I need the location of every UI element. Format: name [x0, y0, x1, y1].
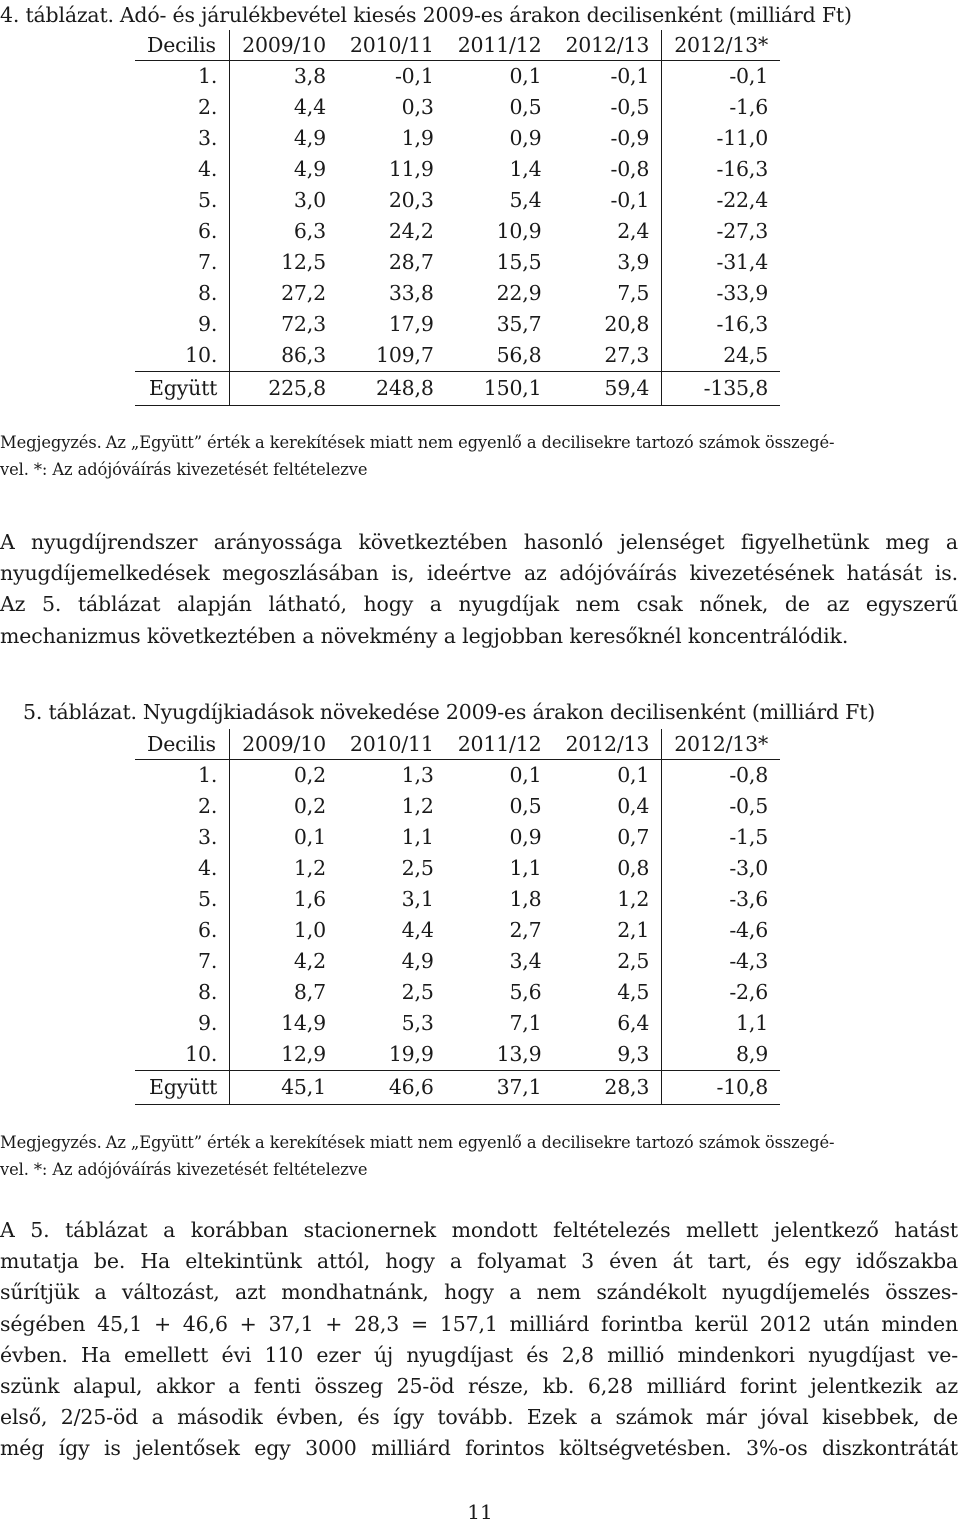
table4-cell: 4. [135, 154, 230, 185]
table4-cell: -0,1 [553, 185, 661, 216]
table4-cell: -33,9 [716, 281, 769, 305]
table5-cell: 6,4 [553, 1008, 661, 1039]
table4-cell: 3. [135, 123, 230, 154]
table5-header-cell: 2011/12 [446, 729, 554, 760]
table4-cell: -16,3 [716, 312, 769, 336]
table4-cell: 86,3 [281, 343, 326, 367]
table5-cell: 1,0 [293, 918, 326, 942]
table5-row [135, 1008, 780, 1039]
table5-cell: -4,3 [729, 949, 769, 973]
paragraph-line: mutatja be. Ha eltekintünk attól, hogy a folyamat 3 éven át tart, és egy időszakba [0, 1249, 958, 1274]
table4-cell: 5,4 [509, 188, 542, 212]
table5-total-cell: 46,6 [338, 1071, 446, 1105]
table4-cell: 15,5 [496, 250, 542, 274]
table5-total-cell: 45,1 [230, 1071, 338, 1105]
table5-cell: 7. [135, 946, 230, 977]
table4-cell: 6. [135, 216, 230, 247]
paragraph-line: még így is jelentősek egy 3000 milliárd forintos költségvetésben. 3%-os diszkontrátát [0, 1436, 958, 1461]
table5-cell: 4,5 [553, 977, 661, 1008]
table4-cell: 3,0 [293, 188, 326, 212]
table4-note [0, 429, 960, 483]
table4-cell: 3,9 [553, 247, 661, 278]
table5 [135, 729, 780, 1105]
table4-row [135, 92, 780, 123]
table5-row [135, 853, 780, 884]
table4-cell: 7,5 [553, 278, 661, 309]
table4-cell: 0,5 [509, 95, 542, 119]
table4-header-cell: 2012/13 [553, 30, 661, 61]
table4-cell: 11,9 [388, 157, 434, 181]
table5-cell: 12,9 [281, 1042, 326, 1066]
table4-header-cell: 2010/11 [338, 30, 446, 61]
table4-cell: 27,3 [553, 340, 661, 372]
table4-cell: 27,2 [281, 281, 326, 305]
table4-cell: 10,9 [496, 219, 542, 243]
table5-cell: -4,6 [729, 918, 769, 942]
table4-cell: -0,5 [553, 92, 661, 123]
table4-row [135, 216, 780, 247]
table5-cell: 2,5 [401, 856, 434, 880]
table4-header-cell: 2009/10 [230, 30, 338, 61]
table4-cell: 2,4 [553, 216, 661, 247]
table5-note-label: Megjegyzés. [0, 1133, 102, 1152]
table5-cell: 0,8 [553, 853, 661, 884]
table5-note-text-2: vel. *: Az adójóváírás kivezetését feltételezve [0, 1160, 368, 1179]
table5-cell: 0,5 [509, 794, 542, 818]
paragraph-line: mechanizmus következtében a növekmény a legjobban keresőknél koncentrálódik. [0, 623, 849, 648]
table5-cell: -2,6 [729, 980, 769, 1004]
table4-header-cell: 2011/12 [446, 30, 554, 61]
table5-cell: 10. [135, 1039, 230, 1071]
table4-row [135, 309, 780, 340]
table4-header-row [135, 30, 780, 61]
table5-note [0, 1129, 960, 1183]
table5-cell: 14,9 [281, 1011, 326, 1035]
table4-header-cell: 2012/13* [662, 30, 780, 61]
table4-note-label: Megjegyzés. [0, 433, 102, 452]
table5-cell: 1,6 [293, 887, 326, 911]
table4-cell: 1,9 [401, 126, 434, 150]
table4-cell: 0,9 [509, 126, 542, 150]
table5-cell: -3,6 [729, 887, 769, 911]
table4-caption [0, 0, 852, 30]
table5-cell: 0,9 [509, 825, 542, 849]
table4-cell: 24,5 [723, 343, 769, 367]
table5-row [135, 977, 780, 1008]
table5-title: Nyugdíjkiadások növekedése 2009-es árakon decilisenként (milliárd Ft) [142, 700, 876, 724]
table4-cell: 0,1 [509, 64, 542, 88]
table4-cell: 56,8 [496, 343, 542, 367]
table5-cell: 13,9 [496, 1042, 542, 1066]
table5-cell: 3,1 [401, 887, 434, 911]
paragraph-line: ségében 45,1 + 46,6 + 37,1 + 28,3 = 157,1 milliárd forintba kerül 2012 után minden [0, 1311, 958, 1336]
table4-cell: 24,2 [388, 219, 434, 243]
table5-cell: -3,0 [729, 856, 769, 880]
paragraph-line: évben. Ha emellett évi 110 ezer új nyugdíjast és 2,8 millió mindenkori nyugdíjast ve- [0, 1342, 958, 1367]
table5-cell: 1. [135, 760, 230, 792]
table5-cell: 5,3 [401, 1011, 434, 1035]
table4-cell: 22,9 [496, 281, 542, 305]
paragraph-1 [0, 527, 958, 652]
table4-cell: 3,8 [293, 64, 326, 88]
table5-cell: 0,1 [293, 825, 326, 849]
table5-cell: 2. [135, 791, 230, 822]
table4-cell: 0,3 [401, 95, 434, 119]
table5-cell: 2,1 [553, 915, 661, 946]
table4-number: 4. táblázat. [0, 3, 114, 27]
table4-row [135, 123, 780, 154]
table4-cell: -0,9 [553, 123, 661, 154]
table5-cell: 2,5 [553, 946, 661, 977]
table5-cell: 9,3 [553, 1039, 661, 1071]
table4-cell: -0,1 [394, 64, 434, 88]
paragraph-line: sűrítjük a változást, azt mondhatnánk, hogy a nem szándékolt nyugdíjemelés összes- [0, 1280, 958, 1305]
table5-cell: 7,1 [509, 1011, 542, 1035]
table5-cell: 4,2 [293, 949, 326, 973]
table5-row [135, 884, 780, 915]
table5-total-cell: -10,8 [662, 1071, 780, 1105]
table5-header-cell: 2010/11 [338, 729, 446, 760]
page-number: 11 [467, 1500, 493, 1524]
table4-cell: -31,4 [716, 250, 769, 274]
table4-cell: -16,3 [716, 157, 769, 181]
table5-cell: 8. [135, 977, 230, 1008]
table5-cell: 0,4 [553, 791, 661, 822]
table4-cell: 28,7 [388, 250, 434, 274]
table4-cell: -11,0 [716, 126, 769, 150]
table5-cell: 4. [135, 853, 230, 884]
table5-number: 5. táblázat. [23, 700, 137, 724]
table5-total-row [135, 1071, 780, 1105]
table4-total-row [135, 372, 780, 406]
table5-header-cell: Decilis [135, 729, 230, 760]
table5-cell: -0,8 [729, 763, 769, 787]
table4-cell: 1,4 [509, 157, 542, 181]
paragraph-line: A 5. táblázat a korábban stacionernek mondott feltételezés mellett jelentkező hatást [0, 1218, 958, 1242]
table4 [135, 30, 780, 406]
table4-cell: 8. [135, 278, 230, 309]
table5-total-cell: 28,3 [553, 1071, 661, 1105]
table4-total-cell: 59,4 [553, 372, 661, 406]
table4-cell: -22,4 [716, 188, 769, 212]
table4-cell: -1,6 [729, 95, 769, 119]
table5-header-row [135, 729, 780, 760]
table5-caption [23, 697, 875, 727]
table5-cell: 5,6 [509, 980, 542, 1004]
table5-cell: 0,1 [553, 760, 661, 792]
table5-cell: 0,2 [293, 763, 326, 787]
table5-cell: 3. [135, 822, 230, 853]
table4-row [135, 61, 780, 93]
table4-cell: 9. [135, 309, 230, 340]
table4-cell: 7. [135, 247, 230, 278]
table5-cell: 5. [135, 884, 230, 915]
table5-cell: 1,2 [293, 856, 326, 880]
table4-total-cell: -135,8 [662, 372, 780, 406]
table5-row [135, 791, 780, 822]
table5-row [135, 946, 780, 977]
table4-cell: 1. [135, 61, 230, 93]
table5-row [135, 822, 780, 853]
table4-cell: 6,3 [293, 219, 326, 243]
table5-row [135, 915, 780, 946]
table4-row [135, 185, 780, 216]
table4-total-cell: Együtt [135, 372, 230, 406]
table4-cell: -27,3 [716, 219, 769, 243]
table5-cell: 1,2 [401, 794, 434, 818]
table4-cell: 2. [135, 92, 230, 123]
table4-row [135, 247, 780, 278]
table4-cell: 17,9 [388, 312, 434, 336]
paragraph-2 [0, 1215, 958, 1465]
table4-cell: -0,1 [729, 64, 769, 88]
table5-header-cell: 2009/10 [230, 729, 338, 760]
table4-row [135, 154, 780, 185]
table5-cell: 0,1 [509, 763, 542, 787]
table5-cell: -0,5 [729, 794, 769, 818]
table5-total-cell: Együtt [135, 1071, 230, 1105]
table4-cell: 20,8 [553, 309, 661, 340]
paragraph-line: nyugdíjemelkedések megoszlásában is, ideértve az adójóváírás kivezetésének hatását is. [0, 561, 958, 586]
table4-cell: 33,8 [388, 281, 434, 305]
table5-cell: 3,4 [509, 949, 542, 973]
table4-total-cell: 225,8 [230, 372, 338, 406]
table5-cell: -1,5 [729, 825, 769, 849]
table5-cell: 19,9 [388, 1042, 434, 1066]
table5-cell: 2,7 [509, 918, 542, 942]
paragraph-line: Az 5. táblázat alapján látható, hogy a nyugdíjak nem csak nőnek, de az egyszerű [0, 592, 958, 617]
table5-header-cell: 2012/13* [662, 729, 780, 760]
table4-total-cell: 248,8 [338, 372, 446, 406]
table4-cell: 4,9 [293, 126, 326, 150]
paragraph-line: első, 2/25-öd a második évben, és így tovább. Ezek a számok már jóval kisebbek, de [0, 1405, 958, 1430]
paragraph-line: A nyugdíjrendszer arányossága következtében hasonló jelenséget figyelhetünk meg a [0, 530, 958, 554]
table5-cell: 1,3 [401, 763, 434, 787]
table5-cell: 1,1 [736, 1011, 769, 1035]
table4-cell: 4,9 [293, 157, 326, 181]
table4-cell: -0,8 [553, 154, 661, 185]
table4-cell: 72,3 [281, 312, 326, 336]
table4-cell: 5. [135, 185, 230, 216]
table4-note-text-2: vel. *: Az adójóváírás kivezetését feltételezve [0, 460, 368, 479]
table5-cell: 1,2 [553, 884, 661, 915]
table5-cell: 1,1 [401, 825, 434, 849]
table5-cell: 9. [135, 1008, 230, 1039]
table5-cell: 1,1 [509, 856, 542, 880]
table4-row [135, 278, 780, 309]
paragraph-line: szünk alapul, akkor a fenti összeg 25-öd része, kb. 6,28 milliárd forint jelentkezik az [0, 1374, 958, 1399]
table5-cell: 1,8 [509, 887, 542, 911]
table4-cell: 20,3 [388, 188, 434, 212]
table4-cell: 35,7 [496, 312, 542, 336]
table5-cell: 6. [135, 915, 230, 946]
table5-cell: 2,5 [401, 980, 434, 1004]
table4-cell: 109,7 [376, 343, 434, 367]
table4-cell: 4,4 [293, 95, 326, 119]
table5-cell: 4,4 [401, 918, 434, 942]
table5-cell: 0,2 [293, 794, 326, 818]
table5-cell: 0,7 [553, 822, 661, 853]
table4-row [135, 340, 780, 372]
table4-title: Adó- és járulékbevétel kiesés 2009-es árakon decilisenként (milliárd Ft) [119, 3, 852, 27]
table4-cell: 12,5 [281, 250, 326, 274]
table5-cell: 8,7 [293, 980, 326, 1004]
table4-cell: 10. [135, 340, 230, 372]
table5-cell: 8,9 [736, 1042, 769, 1066]
table5-cell: 4,9 [401, 949, 434, 973]
table5-total-cell: 37,1 [446, 1071, 554, 1105]
table4-note-text: Az „Együtt” érték a kerekítések miatt nem egyenlő a decilisekre tartozó számok összegé- [105, 433, 835, 452]
table4-total-cell: 150,1 [446, 372, 554, 406]
table5-row [135, 760, 780, 792]
table4-cell: -0,1 [553, 61, 661, 93]
table5-note-text: Az „Együtt” érték a kerekítések miatt nem egyenlő a decilisekre tartozó számok összegé- [105, 1133, 835, 1152]
table4-header-cell: Decilis [135, 30, 230, 61]
table5-header-cell: 2012/13 [553, 729, 661, 760]
table5-row [135, 1039, 780, 1071]
